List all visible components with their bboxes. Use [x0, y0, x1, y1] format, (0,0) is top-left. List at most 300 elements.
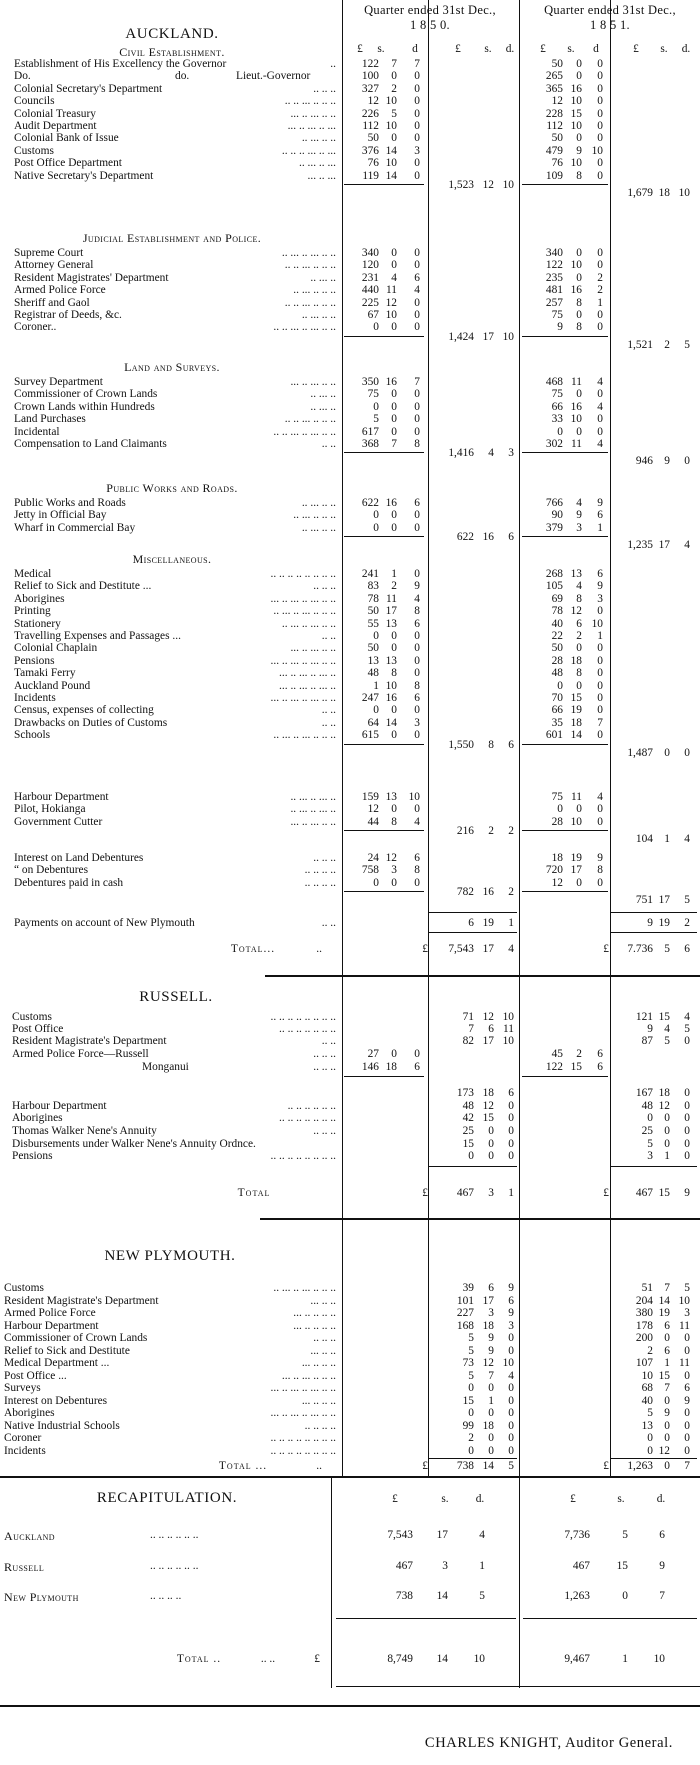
row-label: Stationery — [14, 617, 61, 630]
row-label: Resident Magistrate's Department — [12, 1035, 167, 1047]
leader-dots: ... .. ... .. ... .. .. — [270, 692, 336, 704]
recap-amount-1851-pounds: 1,263 — [564, 1590, 590, 1602]
recap-amount-1850-pence: 1 — [479, 1560, 485, 1572]
amount-1850-pounds: 15 — [462, 1138, 474, 1150]
amount-1851-pence: 9 — [597, 580, 603, 593]
amount-1850-pounds: 100 — [361, 70, 379, 83]
amount-1850-pounds: 119 — [362, 169, 379, 182]
group-title: Public Works and Roads. — [106, 481, 238, 495]
amount-1850-shillings: 14 — [385, 169, 397, 182]
amount-1851-shillings: 0 — [576, 58, 582, 70]
amount-1851-pounds: 5 — [647, 1407, 653, 1419]
amount-1850-pounds: 0 — [468, 1150, 474, 1162]
sum-rule-1851 — [611, 932, 697, 933]
subtotal-1851-pounds: 1,679 — [627, 187, 653, 199]
amount-1851-pence: 0 — [684, 1100, 690, 1112]
sum-rule-1850 — [344, 830, 424, 831]
amount-1851-pence: 0 — [597, 667, 603, 680]
amount-1851-pence: 0 — [597, 803, 603, 816]
row-label: Interest on Land Debentures — [14, 852, 144, 864]
column-rule-1851-mid — [610, 0, 611, 1476]
amount-1850-pence: 6 — [414, 271, 420, 284]
section-title-auckland: AUCKLAND. — [125, 26, 219, 42]
amount-1850-pounds: 0 — [373, 876, 379, 889]
amount-1850-shillings: 16 — [385, 692, 397, 704]
amount-1851-pence: 0 — [597, 605, 603, 618]
amount-1850-pence: 0 — [414, 70, 420, 83]
amount-1851-shillings: 0 — [576, 309, 582, 321]
row-label: Harbour Department — [14, 791, 109, 803]
amount-1851-pounds: 766 — [545, 497, 563, 509]
amount-1851-pence: 1 — [597, 630, 603, 642]
amount-1851-pence: 0 — [597, 95, 603, 108]
sum-rule-1850 — [344, 891, 424, 892]
unit-heading: d — [412, 43, 418, 55]
sum-rule-1851 — [611, 1458, 697, 1459]
leader-dots: ... .. ... .. .. — [290, 376, 336, 388]
amount-1850-pounds: 226 — [361, 107, 379, 120]
leader-dots: .. ... .. .. .. — [293, 284, 336, 297]
leader-dots: .. .. .. — [313, 1332, 336, 1344]
amount-1851-pounds: 75 — [551, 791, 563, 803]
amount-1850-shillings: 0 — [391, 876, 397, 889]
amount-1850-shillings: 6 — [488, 1282, 494, 1294]
unit-heading: £ — [392, 1493, 398, 1505]
amount-1850-pounds: 83 — [367, 580, 379, 593]
amount-1850-pounds: 0 — [373, 630, 379, 642]
leader-dots: .. — [316, 1460, 322, 1472]
amount-1850-shillings: 18 — [482, 1087, 494, 1099]
sum-rule-1850 — [344, 1076, 424, 1077]
amount-1850-shillings: 8 — [391, 815, 397, 828]
sum-rule-1851 — [522, 452, 608, 453]
amount-1851-shillings: 0 — [576, 803, 582, 816]
amount-1851-shillings: 1 — [664, 1150, 670, 1162]
leader-dots: .. .. — [321, 630, 336, 642]
unit-heading: £ — [540, 43, 546, 55]
amount-1850-pounds: 99 — [462, 1419, 474, 1432]
amount-1851-pounds: 70 — [551, 692, 563, 704]
row-label-suffix: Lieut.-Governor — [236, 70, 311, 83]
amount-1850-pence: 6 — [508, 1087, 514, 1099]
amount-1850-shillings: 10 — [385, 120, 397, 132]
leader-dots: .. .. .. ... .. ... — [281, 144, 336, 157]
amount-1850-shillings: 12 — [482, 1357, 494, 1369]
leader-dots: .. .. .. .. .. .. .. .. — [270, 1150, 336, 1162]
amount-1851-shillings: 8 — [576, 321, 582, 334]
amount-1851-pence: 0 — [597, 425, 603, 438]
amount-1851-pence: 4 — [684, 1011, 690, 1023]
amount-1850-shillings: 16 — [385, 497, 397, 509]
amount-1851-pence: 10 — [678, 1294, 690, 1307]
amount-1850-pence: 8 — [414, 864, 420, 877]
header-1851-year: 1 8 5 1. — [590, 18, 630, 32]
leader-dots: .. ... .. .. — [301, 132, 336, 145]
recap-rule-mid — [519, 1478, 520, 1688]
amount-1851-shillings: 11 — [571, 791, 582, 803]
row-label: Colonial Treasury — [14, 107, 96, 120]
leader-dots: ... .. ... .. ... — [287, 120, 336, 132]
amount-1851-pence: 0 — [684, 1125, 690, 1137]
amount-1851-shillings: 11 — [571, 376, 582, 388]
amount-1851-pence: 0 — [597, 58, 603, 70]
total-label-auckland: Total... — [230, 943, 276, 955]
column-rule-left — [342, 0, 343, 1476]
amount-1850-pence: 6 — [414, 692, 420, 704]
amount-1850-pence: 0 — [508, 1138, 514, 1150]
subtotal-1851-pence: 4 — [684, 539, 690, 552]
amount-1851-shillings: 10 — [570, 413, 582, 426]
pound-sign: £ — [603, 1460, 609, 1472]
leader-dots: .. ... .. ... .. — [290, 803, 336, 816]
amount-1850-pounds: 25 — [462, 1125, 474, 1137]
subtotal-1850-shillings: 16 — [482, 886, 494, 899]
leader-dots: .. .. .. .. — [150, 1590, 182, 1602]
amount-1851-pounds: 10 — [641, 1369, 653, 1382]
subtotal-1850-pounds: 622 — [456, 531, 474, 544]
amount-1851-shillings: 4 — [576, 497, 582, 509]
amount-1851-pounds: 0 — [557, 425, 563, 438]
row-label: Coroner — [4, 1432, 42, 1444]
row-label: Pilot, Hokianga — [14, 803, 86, 816]
amount-1851-shillings: 6 — [664, 1344, 670, 1357]
auditor-signature: CHARLES KNIGHT, Auditor General. — [424, 1735, 673, 1751]
amount-1851-shillings: 0 — [576, 642, 582, 655]
amount-1851-detail-pence: 6 — [597, 1061, 603, 1073]
amount-1850-pence: 0 — [508, 1432, 514, 1444]
amount-1850-pence: 0 — [414, 876, 420, 889]
amount-1850-pence: 10 — [502, 1357, 514, 1369]
amount-1851-shillings: 10 — [570, 259, 582, 272]
amount-1851-shillings: 0 — [664, 1432, 670, 1444]
recap-amount-1851-pence: 7 — [659, 1590, 665, 1602]
amount-1851-pounds: 112 — [546, 120, 563, 132]
amount-1850-pence: 0 — [414, 729, 420, 742]
amount-1850-pence: 0 — [414, 169, 420, 182]
subtotal-1850-pence: 10 — [502, 179, 514, 191]
sum-rule-1850 — [344, 336, 424, 337]
amount-1850-pence: 6 — [414, 852, 420, 864]
amount-1851-shillings: 10 — [570, 95, 582, 108]
amount-1850-pounds: 617 — [361, 425, 379, 438]
row-label: Customs — [4, 1282, 44, 1294]
subtotal-1850-pence: 6 — [508, 738, 514, 751]
amount-1851-pounds: 479 — [545, 144, 563, 157]
amount-1851-pence: 0 — [597, 169, 603, 182]
amount-1850-shillings: 0 — [391, 521, 397, 534]
amount-1850-shillings: 0 — [391, 259, 397, 272]
amount-1850-pounds: 82 — [462, 1035, 474, 1047]
total-russell-1850-pounds: 467 — [456, 1187, 474, 1199]
amount-1850-pence: 3 — [414, 716, 420, 729]
amount-1851-pounds: 12 — [551, 876, 563, 889]
amount-1851-pounds: 48 — [641, 1100, 653, 1112]
amount-1851-pence: 0 — [597, 642, 603, 655]
section-divider — [265, 975, 700, 977]
amount-1851-shillings: 0 — [664, 1125, 670, 1137]
amount-1850-pounds: 5 — [468, 1332, 474, 1344]
amount-1851-pence: 8 — [597, 864, 603, 877]
amount-1850-shillings: 0 — [488, 1125, 494, 1137]
leader-dots: .. .. .. — [313, 1061, 336, 1073]
amount-1851-pounds: 0 — [557, 679, 563, 692]
amount-1851-detail-pounds: 45 — [551, 1048, 563, 1060]
total-russell-1850-shillings: 3 — [488, 1187, 494, 1199]
row-label: Relief to Sick and Destitute ... — [14, 580, 152, 593]
amount-1850-shillings: 0 — [391, 388, 397, 401]
amount-1851-pounds: 228 — [545, 107, 563, 120]
section-title-new-plymouth: NEW PLYMOUTH. — [104, 1248, 236, 1264]
amount-1850-pence: 0 — [414, 132, 420, 145]
amount-1850-pence: 4 — [414, 592, 420, 605]
amount-1851-pence: 0 — [684, 1035, 690, 1047]
amount-1851-shillings: 14 — [570, 729, 582, 742]
amount-1850-pence: 9 — [508, 1282, 514, 1294]
amount-1850-shillings: 9 — [488, 1344, 494, 1357]
amount-1850-pence: 0 — [414, 425, 420, 438]
amount-1850-pence: 0 — [508, 1150, 514, 1162]
amount-1850-pence: 3 — [508, 1319, 514, 1332]
amount-1851-pence: 0 — [684, 1407, 690, 1419]
total-russell-1851-shillings: 15 — [658, 1187, 670, 1199]
amount-1850-pounds: 39 — [462, 1282, 474, 1294]
subtotal-1850-pounds: 1,550 — [448, 738, 474, 751]
unit-heading: d. — [656, 1493, 666, 1505]
amount-1851-pounds: 720 — [545, 864, 563, 877]
sum-rule-1850 — [344, 536, 424, 537]
section-title-russell: RUSSELL. — [139, 989, 213, 1005]
subtotal-1851-pounds: 1,235 — [627, 539, 653, 552]
recap-total-1850-pounds: 8,749 — [387, 1653, 413, 1665]
amount-1850-shillings: 3 — [391, 864, 397, 877]
amount-1850-pounds: 71 — [462, 1011, 474, 1023]
amount-1850-shillings: 14 — [385, 144, 397, 157]
amount-1850-shillings: 13 — [385, 617, 397, 630]
amount-1850-shillings: 7 — [391, 438, 397, 450]
recap-amount-1850-shillings: 17 — [436, 1529, 448, 1541]
recap-amount-1850-pounds: 7,543 — [387, 1529, 413, 1541]
leader-dots: .. — [316, 943, 322, 955]
amount-1850-pence: 0 — [414, 642, 420, 655]
row-label: Survey Department — [14, 376, 103, 388]
amount-1850-detail-pence: 6 — [414, 1061, 420, 1073]
row-label: Travelling Expenses and Passages ... — [14, 630, 181, 642]
amount-1850-shillings: 0 — [391, 425, 397, 438]
group-title: Miscellaneous. — [132, 552, 212, 566]
leader-dots: .. ... .. ... .. .. .. — [273, 729, 336, 742]
row-label-ditto: do. — [175, 70, 190, 83]
row-label: Sheriff and Gaol — [14, 296, 90, 309]
row-label: Public Works and Roads — [14, 497, 126, 509]
amount-1850-pence: 0 — [508, 1125, 514, 1137]
amount-1851-pence: 0 — [597, 815, 603, 828]
amount-1850-shillings: 0 — [488, 1407, 494, 1419]
pound-sign: £ — [603, 1187, 609, 1199]
amount-1851-shillings: 5 — [664, 1035, 670, 1047]
row-label: Armed Police Force — [14, 284, 106, 297]
amount-1851-pence: 0 — [597, 321, 603, 334]
amount-1851-pence: 0 — [597, 309, 603, 321]
unit-heading: s. — [617, 1493, 625, 1505]
unit-heading: s. — [441, 1493, 449, 1505]
amount-1850-shillings: 12 — [385, 296, 397, 309]
amount-1850-shillings: 14 — [385, 716, 397, 729]
subtotal-1851-pounds: 1,521 — [627, 338, 653, 351]
amount-1851-pounds: 380 — [635, 1307, 653, 1319]
group-title: Judicial Establishment and Police. — [82, 231, 262, 245]
amount-1851-pounds: 50 — [551, 132, 563, 145]
amount-1850-shillings: 0 — [488, 1444, 494, 1457]
total-russell-1851-pounds: 467 — [635, 1187, 653, 1199]
amount-1850-pounds: 0 — [468, 1382, 474, 1394]
amount-1850-pounds: 55 — [367, 617, 379, 630]
total-auckland-1850-pence: 4 — [508, 943, 514, 955]
recap-amount-1851-pence: 6 — [659, 1529, 665, 1541]
leader-dots: .. ... .. .. — [301, 521, 336, 534]
amount-1851-pounds: 68 — [641, 1382, 653, 1394]
leader-dots: .. .. ... .. .. .. — [284, 259, 336, 272]
amount-1850-shillings: 10 — [385, 95, 397, 108]
subtotal-1851-pounds: 104 — [635, 833, 653, 846]
row-label: Incidents — [14, 692, 56, 704]
row-label: Auckland Pound — [14, 679, 91, 692]
amount-1851-pounds: 481 — [545, 284, 563, 297]
sum-rule-1850 — [429, 1458, 517, 1459]
amount-1850-shillings: 12 — [482, 1100, 494, 1112]
leader-dots: ... .. ... .. .. — [290, 642, 336, 655]
amount-1851-pounds: 5 — [647, 1138, 653, 1150]
row-label: Commissioner of Crown Lands — [14, 388, 158, 401]
amount-1851-pounds: 340 — [545, 247, 563, 259]
amount-1850-shillings: 12 — [482, 1011, 494, 1023]
sum-rule-1850 — [344, 452, 424, 453]
total-auckland-1850-shillings: 17 — [482, 943, 494, 955]
amount-1851-pence: 0 — [597, 692, 603, 704]
amount-1851-pence: 10 — [591, 617, 603, 630]
amount-1850-pence: 0 — [414, 704, 420, 717]
group-title: Civil Establishment. — [119, 45, 225, 59]
row-label: Armed Police Force — [4, 1307, 96, 1319]
amount-1850-shillings: 2 — [391, 82, 397, 95]
amount-1851-pence: 9 — [684, 1394, 690, 1407]
total-new-plymouth-1850-pounds: 738 — [456, 1460, 474, 1472]
amount-1850-pence: 11 — [503, 1023, 514, 1035]
recap-row-label: Russell — [4, 1560, 45, 1574]
header-1850-year: 1 8 5 0. — [410, 18, 450, 32]
recap-amount-1850-pounds: 738 — [395, 1590, 413, 1602]
row-label: Incidental — [14, 425, 60, 438]
amount-1851-pounds: 51 — [641, 1282, 653, 1294]
amount-1851-pence: 11 — [679, 1357, 690, 1369]
amount-1851-shillings: 9 — [576, 144, 582, 157]
amount-1850-pounds: 6 — [468, 917, 474, 929]
subtotal-1851-shillings: 1 — [664, 833, 670, 846]
amount-1851-shillings: 13 — [570, 568, 582, 580]
amount-1850-pounds: 48 — [462, 1100, 474, 1112]
amount-1851-pence: 0 — [684, 1332, 690, 1344]
amount-1850-pounds: 1 — [373, 679, 379, 692]
amount-1850-pounds: 48 — [367, 667, 379, 680]
amount-1850-pence: 10 — [502, 1011, 514, 1023]
amount-1851-shillings: 8 — [576, 296, 582, 309]
amount-1850-shillings: 0 — [488, 1138, 494, 1150]
recap-amount-1851-shillings: 15 — [616, 1560, 628, 1572]
amount-1850-pounds: 0 — [373, 521, 379, 534]
row-label: Crown Lands within Hundreds — [14, 400, 155, 413]
sum-rule-1850 — [344, 184, 424, 185]
amount-1850-pounds: 758 — [361, 864, 379, 877]
amount-1851-pounds: 105 — [545, 580, 563, 593]
amount-1850-pounds: 368 — [361, 438, 379, 450]
amount-1850-shillings: 17 — [482, 1294, 494, 1307]
amount-1851-shillings: 0 — [576, 132, 582, 145]
amount-1851-pounds: 50 — [551, 642, 563, 655]
recap-total-1850-pence: 10 — [473, 1653, 485, 1665]
row-label: Jetty in Official Bay — [14, 509, 107, 522]
amount-1851-pence: 9 — [597, 497, 603, 509]
amount-1851-pounds: 0 — [647, 1112, 653, 1124]
amount-1850-pounds: 615 — [361, 729, 379, 742]
amount-1851-detail-pence: 6 — [597, 1048, 603, 1060]
leader-dots: ... .. ... .. ... .. .. — [270, 654, 336, 667]
leader-dots: .. .. .. — [313, 580, 336, 593]
amount-1851-pounds: 9 — [647, 917, 653, 929]
amount-1851-shillings: 6 — [664, 1319, 670, 1332]
sum-rule-1850 — [344, 744, 424, 745]
subtotal-1850-pounds: 782 — [456, 886, 474, 899]
amount-1851-shillings: 0 — [576, 425, 582, 438]
amount-1851-pence: 0 — [597, 413, 603, 426]
subtotal-1851-shillings: 18 — [658, 187, 670, 199]
sum-rule-1851 — [522, 184, 608, 185]
amount-1851-shillings: 7 — [664, 1282, 670, 1294]
amount-1851-shillings: 16 — [570, 400, 582, 413]
subtotal-1850-shillings: 16 — [482, 531, 494, 544]
amount-1850-pence: 4 — [414, 815, 420, 828]
sum-rule-recap-1851 — [523, 1618, 697, 1619]
row-label: Tamaki Ferry — [14, 667, 76, 680]
amount-1851-pounds: 66 — [551, 400, 563, 413]
sum-rule-1851 — [522, 891, 608, 892]
leader-dots: ... .. .. — [310, 1294, 336, 1307]
unit-heading: £ — [455, 43, 461, 55]
leader-dots: ... .. ... .. ... .. .. — [270, 1407, 336, 1419]
amount-1850-shillings: 7 — [488, 1369, 494, 1382]
amount-1851-shillings: 12 — [570, 605, 582, 618]
row-label: Schools — [14, 729, 51, 742]
amount-1851-pence: 6 — [597, 568, 603, 580]
amount-1851-pence: 4 — [597, 376, 603, 388]
amount-1850-pounds: 168 — [456, 1319, 474, 1332]
amount-1850-pounds: 67 — [367, 309, 379, 321]
amount-1850-pence: 0 — [414, 296, 420, 309]
subtotal-1851-pence: 5 — [684, 894, 690, 907]
leader-dots: .. .. ... .. ... .. .. — [273, 425, 336, 438]
header-1851-line1: Quarter ended 31st Dec., — [544, 3, 676, 17]
amount-1850-pence: 3 — [414, 144, 420, 157]
amount-1850-pence: 0 — [414, 107, 420, 120]
amount-1851-pounds: 107 — [635, 1357, 653, 1369]
leader-dots: .. .. — [321, 716, 336, 729]
amount-1850-pounds: 122 — [361, 58, 379, 70]
amount-1851-pounds: 22 — [551, 630, 563, 642]
amount-1850-pence: 6 — [508, 1294, 514, 1307]
amount-1851-pence: 0 — [597, 679, 603, 692]
recap-amount-1851-shillings: 0 — [622, 1590, 628, 1602]
unit-heading: d. — [681, 43, 691, 55]
amount-1850-shillings: 0 — [391, 803, 397, 816]
amount-1851-shillings: 0 — [576, 271, 582, 284]
